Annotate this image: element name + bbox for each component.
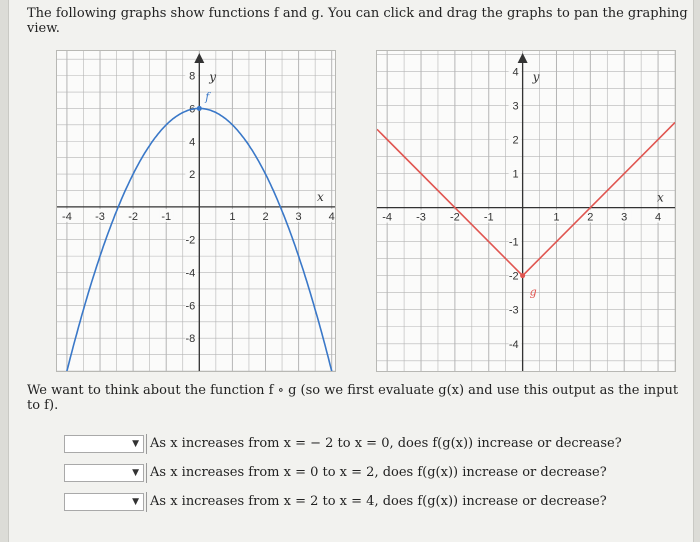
x-tick-label: -4	[382, 211, 393, 224]
y-tick-label: 2	[512, 134, 519, 147]
dropdown-arrow-icon: ▼	[132, 468, 139, 478]
question-text: As x increases from x = − 2 to x = 0, does f(g(x)) increase or decrease?	[146, 434, 622, 454]
dropdown-arrow-icon: ▼	[132, 439, 139, 449]
instructions-text: The following graphs show functions f and g. You can click and drag the graphs to pan the graphing view.	[27, 6, 688, 36]
y-tick-label: -4	[185, 267, 196, 280]
y-tick-label: 2	[189, 169, 196, 182]
x-tick-label: 1	[553, 211, 560, 224]
graph-g-canvas[interactable]	[377, 51, 675, 371]
graph-f-canvas[interactable]	[57, 51, 335, 371]
y-tick-label: 3	[512, 100, 519, 113]
x-tick-label: -2	[128, 210, 139, 223]
x-tick-label: 3	[295, 210, 302, 223]
y-tick-label: -2	[508, 270, 519, 283]
function-g-curve	[377, 123, 675, 276]
x-tick-label: -2	[449, 211, 460, 224]
question-panel	[8, 0, 694, 542]
composition-prompt: We want to think about the function f ∘ g (so we first evaluate g(x) and use this output as the input to f).	[27, 383, 679, 413]
graph-f[interactable]	[56, 50, 336, 372]
x-tick-label: -1	[483, 211, 494, 224]
x-tick-label: -4	[62, 210, 72, 223]
graph-g[interactable]	[376, 50, 676, 372]
x-tick-label: 4	[328, 210, 335, 223]
x-tick-label: 1	[229, 210, 236, 223]
y-axis-label: y	[209, 70, 217, 84]
question-text: As x increases from x = 2 to x = 4, does f(g(x)) increase or decrease?	[146, 492, 607, 512]
x-tick-label: -3	[95, 210, 105, 223]
curve-label: f	[205, 90, 210, 104]
x-tick-label: -3	[416, 211, 426, 224]
x-tick-label: 2	[587, 211, 594, 224]
y-tick-label: 4	[512, 66, 519, 79]
x-tick-label: 4	[655, 211, 662, 224]
y-tick-label: -2	[185, 234, 196, 247]
y-tick-label: 1	[512, 168, 519, 181]
y-axis-arrow-icon	[194, 53, 204, 63]
vertex-point	[197, 106, 202, 111]
question-text: As x increases from x = 0 to x = 2, does f(g(x)) increase or decrease?	[146, 463, 607, 483]
vertex-point	[520, 273, 525, 278]
y-tick-label: 6	[189, 103, 196, 116]
x-tick-label: 3	[621, 211, 628, 224]
x-axis-label: x	[657, 190, 664, 205]
x-axis-label: x	[317, 189, 324, 204]
answer-dropdown[interactable]	[64, 435, 144, 453]
question-row	[64, 463, 607, 483]
answer-dropdown[interactable]	[64, 493, 144, 511]
answer-dropdown[interactable]	[64, 464, 144, 482]
curve-label: g	[529, 285, 537, 299]
x-tick-label: -1	[161, 210, 172, 223]
y-tick-label: 8	[189, 70, 196, 83]
y-tick-label: -3	[508, 304, 519, 317]
y-tick-label: -6	[185, 300, 196, 313]
question-row	[64, 492, 607, 512]
y-tick-label: -8	[185, 333, 196, 346]
x-tick-label: 2	[262, 210, 269, 223]
y-axis-label: y	[532, 70, 540, 84]
y-tick-label: -1	[508, 236, 519, 249]
y-tick-label: 4	[189, 136, 196, 149]
y-tick-label: -4	[508, 338, 519, 351]
dropdown-arrow-icon: ▼	[132, 497, 139, 507]
question-row	[64, 434, 622, 454]
